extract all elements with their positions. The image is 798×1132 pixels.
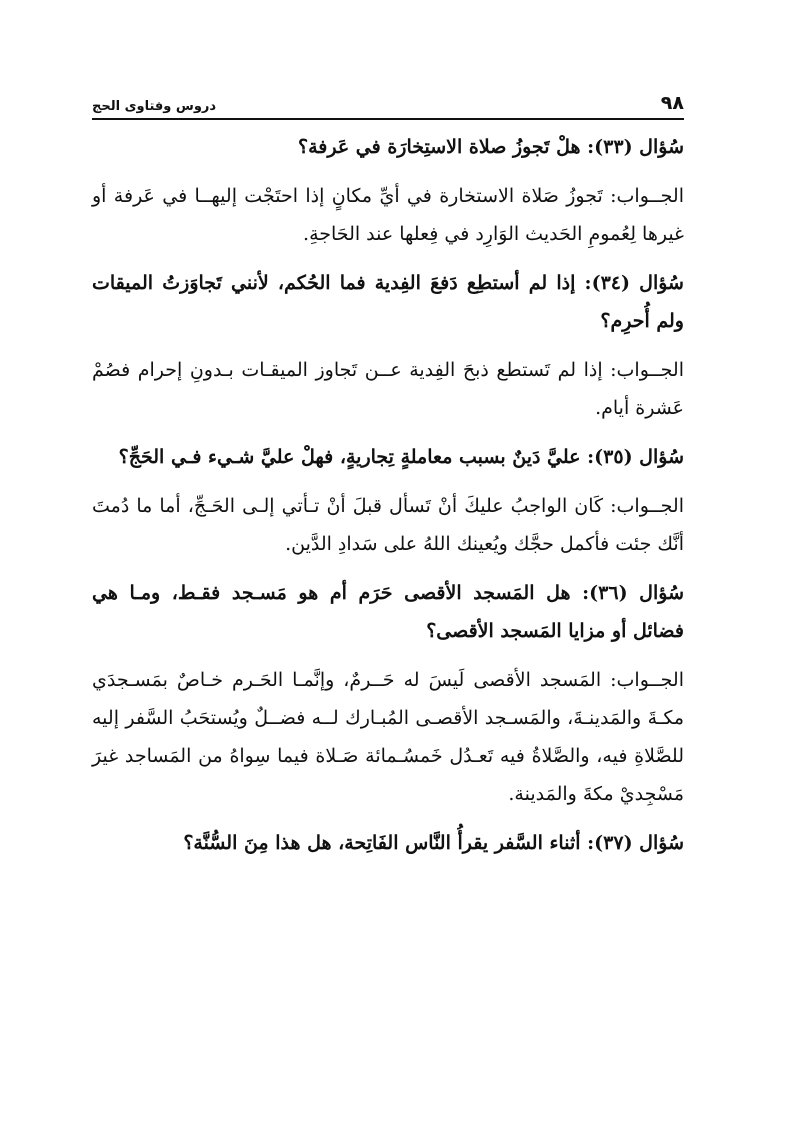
header-divider — [92, 118, 684, 120]
page-number: ٩٨ — [660, 92, 684, 114]
question-35: سُؤال (٣٥): عليَّ دَينٌ بسبب معاملةٍ تِجاريةٍ، فهلْ عليَّ شـيء فـي الحَجِّ؟ — [118, 446, 684, 468]
page-body — [92, 128, 684, 873]
question-33: سُؤال (٣٣): هلْ تَجوزُ صلاة الاستِخارَة في عَرفة؟ — [298, 136, 684, 158]
question-37: سُؤال (٣٧): أثناء السَّفر يقرأُ النَّاس الفَاتِحة، هل هذا مِنَ السُّنَّة؟ — [183, 832, 684, 854]
running-header — [92, 86, 684, 114]
answer-35: الجــواب: كَان الواجبُ عليكَ أنْ تَسأل قبلَ أنْ تـأتي إلـى الحَـجِّ، أما ما دُمتَ أنَّك جئت فأكمل حجَّك ويُعينك اللهُ على سَدادِ الدَّين. — [92, 495, 684, 555]
question-36: سُؤال (٣٦): هل المَسجد الأقصى حَرَم أم هو مَسـجد فقـط، ومـا هي فضائل أو مزايا المَسجد الأقصى؟ — [92, 582, 684, 642]
answer-33: الجــواب: تَجوزُ صَلاة الاستخارة في أيِّ مكانٍ إذا احتَجْت إليهــا في عَرفة أو غيرها لِعُمومِ الحَديث الوَارِد في فِعلها عند الحَاجةِ. — [92, 185, 684, 245]
answer-36: الجــواب: المَسجد الأقصى لَيسَ له حَــرمٌ، وإنَّمـا الحَـرم خـاصٌ بمَسـجدَي مكـةَ والمَدينـةَ، والمَسـجد الأقصـى المُبـارك لــه فضــلٌ ويُستحَبُ السَّفر إليه للصَّلاةِ فيه، والصَّلاةُ فيه تَعـدُل خَمسُـمائة صَـلاة فيما سِواهُ من المَساجد غيرَ مَسْجِديْ مكةَ والمَدينة. — [92, 669, 684, 805]
book-title: دروس وفتاوى الحج — [92, 99, 217, 114]
question-34: سُؤال (٣٤): إذا لم أستطِع دَفعَ الفِدية فما الحُكم، لأنني تَجاوَزتُ الميقات ولم أُحرِم؟ — [92, 272, 684, 332]
answer-34: الجــواب: إذا لم تَستطع ذبحَ الفِدية عــن تَجاوز الميقـات بـدونِ إحرام فصُمْ عَشرة أيام. — [92, 359, 684, 419]
